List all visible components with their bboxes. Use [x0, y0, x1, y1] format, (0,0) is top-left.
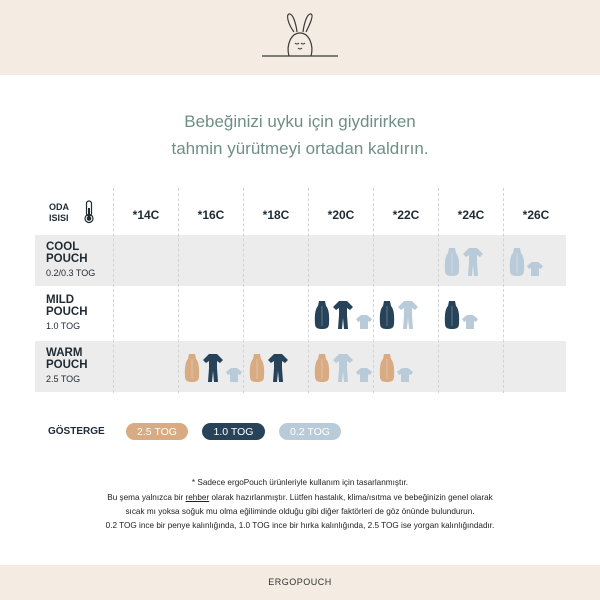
- garment-cell: [444, 298, 478, 330]
- row-band-warm: [35, 341, 566, 392]
- garment-cell: [314, 298, 372, 330]
- temperature-header: *22C: [392, 208, 420, 222]
- thermometer-icon: [83, 200, 95, 224]
- tee-icon: [527, 261, 543, 277]
- footnote-line-3: sıcak mı yoksa soğuk mu olma eğiliminde olduğu gibi diğer faktörleri de göz önünde bulundurun.: [125, 507, 475, 516]
- garment-cell: [509, 245, 543, 277]
- tee-icon: [356, 314, 372, 330]
- mild-label-line-2: POUCH: [46, 306, 88, 318]
- garment-cell: [379, 298, 419, 330]
- garment-cell: [184, 351, 242, 383]
- temperature-header: *16C: [197, 208, 225, 222]
- tee-icon: [397, 367, 413, 383]
- garment-cell: [314, 351, 372, 383]
- room-temperature-label: [49, 202, 69, 224]
- footnote-text: Bu şema yalnızca bir: [107, 493, 186, 502]
- garment-cell: [249, 351, 289, 383]
- legend-pill-2-5-tog: [126, 423, 188, 440]
- footnote-line-4: 0.2 TOG ince bir penye kalınlığında, 1.0 TOG ince bir hırka kalınlığında, 2.5 TOG ise yorgan kalınlığındadır.: [105, 521, 495, 530]
- footnote-line-2: [0, 491, 600, 505]
- legend-pill-text: 0.2 TOG: [290, 425, 330, 438]
- temperature-chart-table: [35, 188, 566, 393]
- row-tog-cool: 0.2/0.3 TOG: [46, 268, 96, 278]
- romper-icon: [332, 300, 354, 330]
- row-tog-warm: 2.5 TOG: [46, 374, 81, 384]
- temperature-header: *20C: [327, 208, 355, 222]
- row-label-warm-pouch: [46, 347, 88, 371]
- temperature-header: *26C: [522, 208, 550, 222]
- romper-icon: [397, 300, 419, 330]
- sleepbag-icon: [184, 353, 200, 383]
- headline-line-2: tahmin yürütmeyi ortadan kaldırın.: [171, 139, 429, 158]
- temperature-header: *14C: [132, 208, 160, 222]
- row-band-cool: [35, 235, 566, 286]
- sleepbag-icon: [314, 300, 330, 330]
- temperature-header: *18C: [262, 208, 290, 222]
- tee-icon: [356, 367, 372, 383]
- legend-pill-text: 1.0 TOG: [213, 425, 254, 438]
- sleepbag-icon: [314, 353, 330, 383]
- row-label-cool-pouch: [46, 241, 88, 265]
- sleepbag-icon: [444, 300, 460, 330]
- legend-pill-text: 2.5 TOG: [137, 425, 177, 438]
- room-label-line-2: ISISI: [49, 213, 69, 223]
- brand-name: ERGOPOUCH: [268, 577, 332, 587]
- warm-label-line-1: WARM: [46, 347, 83, 359]
- bunny-logo-icon: [260, 12, 340, 62]
- legend-pill-0-2-tog: [279, 423, 341, 440]
- footnote-line-1: * Sadece ergoPouch ürünleriyle kullanım için tasarlanmıştır.: [191, 478, 409, 487]
- garment-cell: [379, 351, 413, 383]
- cool-label-line-2: POUCH: [46, 253, 88, 265]
- sleepbag-icon: [379, 300, 395, 330]
- footnote-text: olarak hazırlanmıştır. Lütfen hastalık, klima/ısıtma ve bebeğinizin genel olarak: [209, 493, 493, 502]
- temperature-header: *24C: [457, 208, 485, 222]
- legend-label: GÖSTERGE: [48, 426, 105, 437]
- room-label-line-1: ODA: [49, 202, 69, 212]
- romper-icon: [267, 353, 289, 383]
- garment-cell: [444, 245, 484, 277]
- row-tog-mild: 1.0 TOG: [46, 321, 81, 331]
- headline-line-1: Bebeğinizi uyku için giydirirken: [184, 112, 416, 131]
- cool-label-line-1: COOL: [46, 241, 80, 253]
- warm-label-line-2: POUCH: [46, 359, 88, 371]
- sleepbag-icon: [509, 247, 525, 277]
- sleepbag-icon: [379, 353, 395, 383]
- romper-icon: [202, 353, 224, 383]
- mild-label-line-1: MILD: [46, 294, 75, 306]
- sleepbag-icon: [249, 353, 265, 383]
- sleepbag-icon: [444, 247, 460, 277]
- tee-icon: [226, 367, 242, 383]
- guide-link[interactable]: rehber: [185, 493, 210, 502]
- romper-icon: [462, 247, 484, 277]
- romper-icon: [332, 353, 354, 383]
- row-label-mild-pouch: [46, 294, 88, 318]
- tee-icon: [462, 314, 478, 330]
- page-headline: [0, 108, 600, 162]
- legend-pill-1-0-tog: [202, 423, 265, 440]
